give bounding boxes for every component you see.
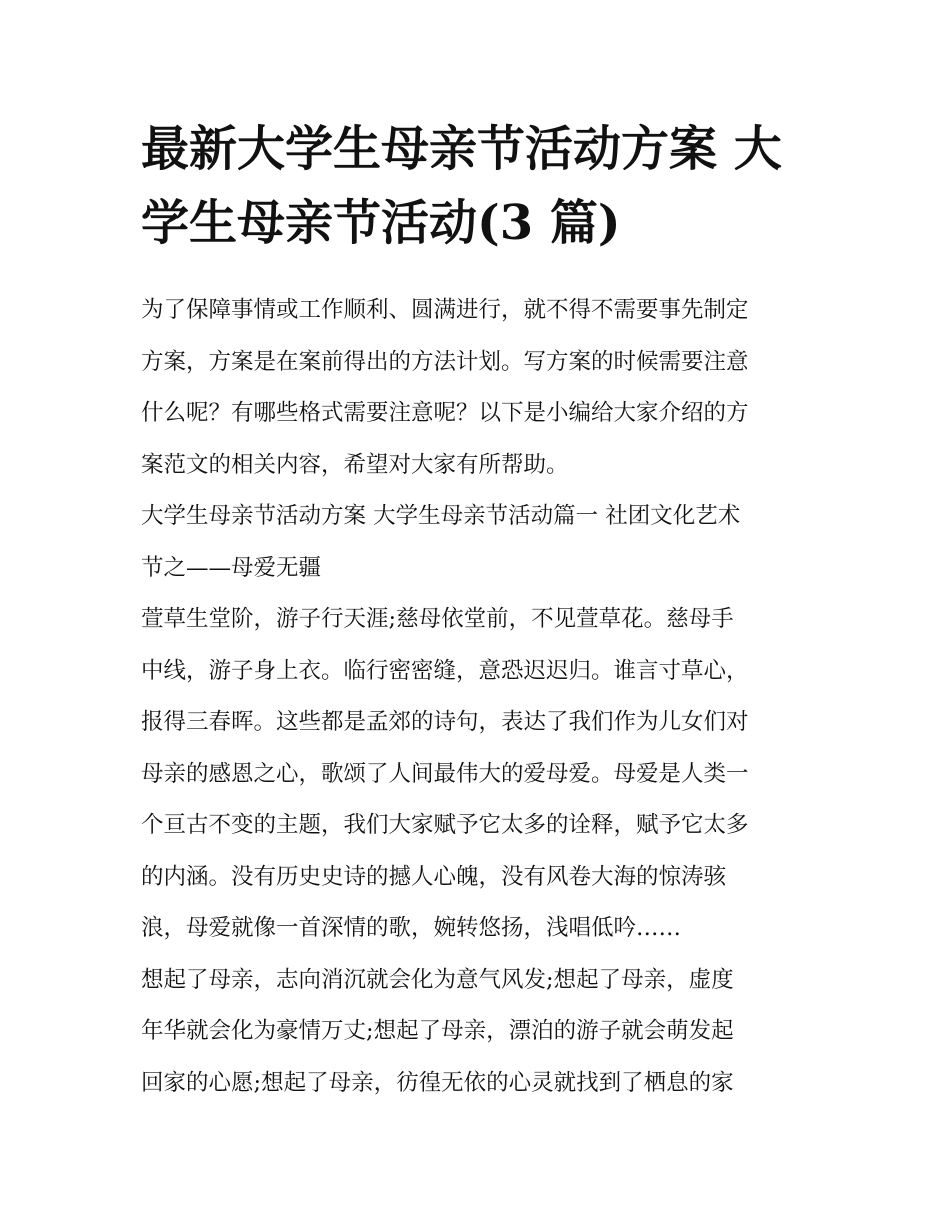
text-line: 回家的心愿;想起了母亲，彷徨无依的心灵就找到了栖息的家 [141, 1069, 734, 1096]
title-line: 学生母亲节活动(3 篇) [141, 195, 621, 251]
text-line: 母亲的感恩之心，歌颂了人间最伟大的爱母爱。母爱是人类一 [141, 760, 749, 787]
text-line: 报得三春晖。这些都是孟郊的诗句，表达了我们作为儿女们对 [141, 709, 749, 735]
document-page [141, 112, 813, 1109]
text-line: 案范文的相关内容，希望对大家有所帮助。 [141, 451, 569, 478]
body-paragraph [141, 955, 813, 1110]
text-line: 年华就会化为豪情万丈;想起了母亲，漂泊的游子就会萌发起 [141, 1018, 734, 1044]
text-line: 大学生母亲节活动方案 大学生母亲节活动篇一 社团文化艺术 [141, 503, 741, 529]
text-line: 个亘古不变的主题，我们大家赋予它太多的诠释，赋予它太多 [141, 812, 749, 838]
section-heading [141, 491, 813, 594]
text-line: 什么呢？有哪些格式需要注意呢？以下是小编给大家介绍的方 [141, 400, 749, 426]
text-line: 中线，游子身上衣。临行密密缝，意恐迟迟归。谁言寸草心， [141, 657, 749, 684]
text-line: 为了保障事情或工作顺利、圆满进行，就不得不需要事先制定 [141, 297, 749, 323]
document-title [141, 112, 813, 260]
text-line: 想起了母亲，志向消沉就会化为意气风发;想起了母亲，虚度 [141, 966, 734, 993]
text-line: 的内涵。没有历史史诗的撼人心魄，没有风卷大海的惊涛骇 [141, 863, 727, 890]
intro-paragraph [141, 285, 813, 491]
text-line: 方案，方案是在案前得出的方法计划。写方案的时候需要注意 [141, 348, 749, 375]
text-line: 萱草生堂阶，游子行天涯;慈母依堂前，不见萱草花。慈母手 [141, 606, 734, 632]
poem-paragraph [141, 594, 813, 955]
title-line: 最新大学生母亲节活动方案 大 [141, 121, 782, 177]
text-line: 浪，母爱就像一首深情的歌，婉转悠扬，浅唱低吟…… [141, 915, 682, 941]
text-line: 节之——母爱无疆 [141, 554, 322, 581]
